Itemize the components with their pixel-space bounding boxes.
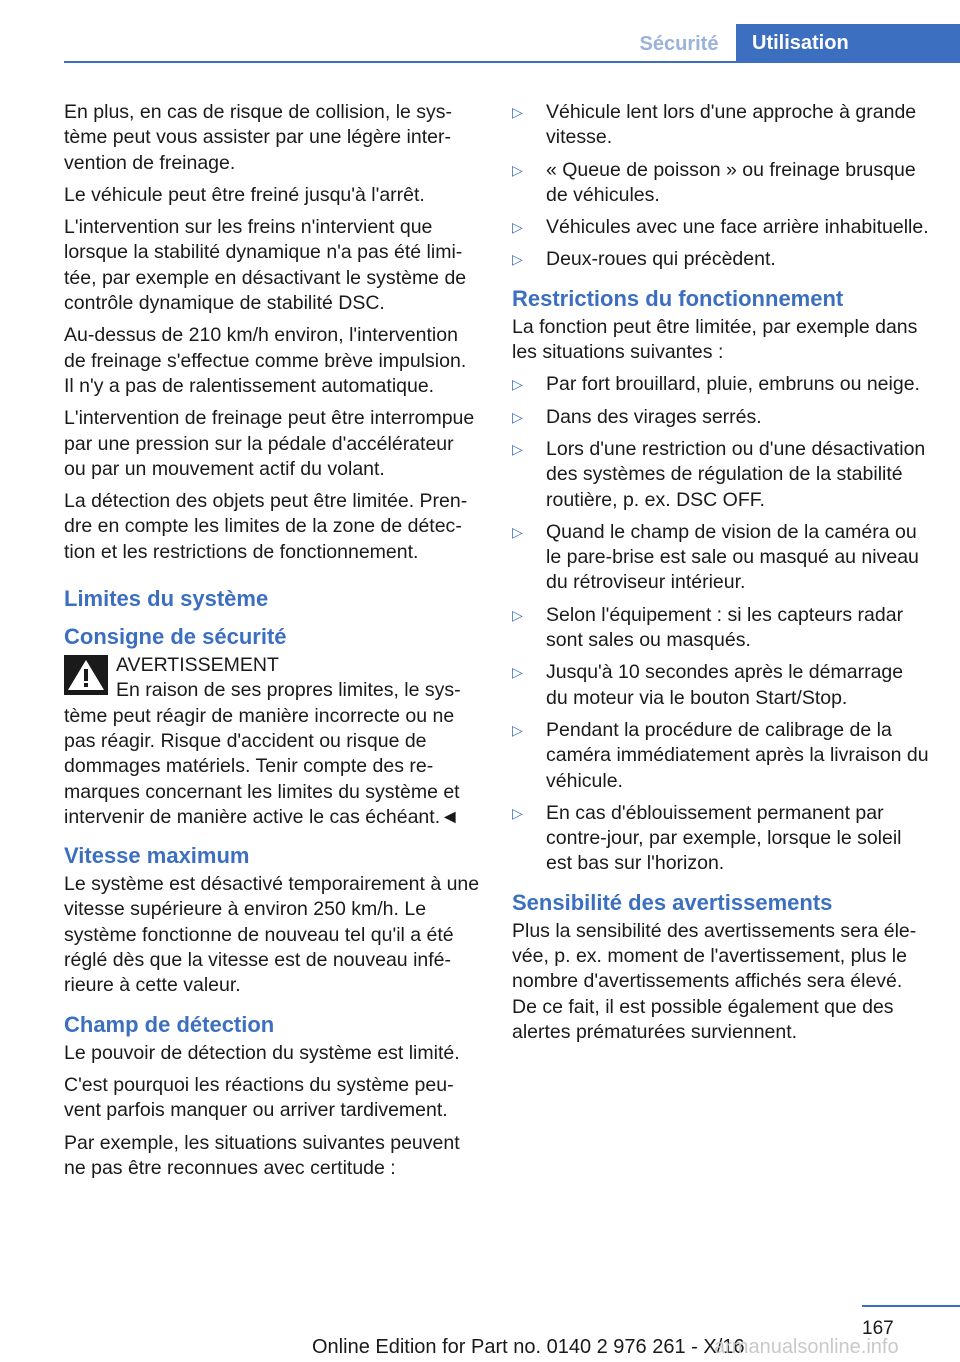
triangle-right-icon: ▷: [512, 523, 523, 540]
list-item: [512, 603, 930, 654]
triangle-right-icon: ▷: [512, 606, 523, 623]
list-item-text: En cas d'éblouissement permanent par contre-jour, par exemple, lorsque le soleil est bas sur l'horizon.: [546, 801, 902, 875]
list-item: [512, 801, 930, 877]
list-item-text: Deux-roues qui précèdent.: [546, 248, 776, 271]
paragraph: Le pouvoir de détection du système est limité.: [64, 1041, 460, 1064]
list-item: [512, 660, 930, 711]
list-item: [512, 247, 930, 272]
edition-line: Online Edition for Part no. 0140 2 976 261 - X/16: [312, 1336, 745, 1358]
list-item: [512, 100, 930, 151]
subheading-sensitivity: Sensibilité des avertissements: [512, 889, 833, 915]
triangle-right-icon: ▷: [512, 251, 523, 268]
list-item: [512, 405, 930, 430]
list-item-text: Véhicules avec une face arrière inhabituelle.: [546, 216, 929, 239]
subheading-speed: Vitesse maximum: [64, 843, 250, 869]
bullet-list: [512, 372, 930, 876]
list-item-text: Quand le champ de vision de la caméra ou le pare-brise est sale ou masqué au niveau du rétroviseur intérieur.: [546, 520, 919, 594]
footer-rule: [862, 1305, 960, 1307]
paragraph: En plus, en cas de risque de collision, le système peut vous assister par une légère intervention de freinage.: [64, 101, 453, 174]
warning-triangle-icon: [64, 655, 108, 695]
page-number: 167: [862, 1318, 894, 1339]
list-item-text: Selon l'équipement : si les capteurs radar sont sales ou masqués.: [546, 603, 904, 652]
header-rule: [64, 61, 960, 63]
list-item-text: Pendant la procédure de calibrage de la caméra immédiatement après la livraison du véhicule.: [546, 718, 929, 792]
tab-utilisation[interactable]: Utilisation: [736, 24, 960, 62]
list-item-text: Dans des virages serrés.: [546, 405, 762, 428]
paragraph: La fonction peut être limitée, par exemple dans les situations suivantes :: [512, 315, 918, 364]
triangle-right-icon: ▷: [512, 664, 523, 681]
list-item-text: Lors d'une restriction ou d'une désactivation des systèmes de régulation de la stabilité routière, p. ex. DSC OFF.: [546, 437, 926, 511]
warning-block: [64, 653, 480, 830]
warning-text: En raison de ses propres limites, le système peut réagir de manière incorrecte ou ne pas réagir. Risque d'accident ou risque de dommages matériels. Tenir compte des remarques concernant les limites du système et intervenir de manière active le cas échéant.◄: [64, 679, 461, 828]
triangle-right-icon: ▷: [512, 408, 523, 425]
triangle-right-icon: ▷: [512, 721, 523, 738]
list-item: [512, 158, 930, 209]
tab-securite[interactable]: Sécurité: [639, 33, 719, 55]
bullet-list: [512, 100, 930, 273]
list-item: [512, 520, 930, 596]
subheading-restrictions: Restrictions du fonctionnement: [512, 285, 844, 311]
paragraph: Le véhicule peut être freiné jusqu'à l'arrêt.: [64, 183, 425, 206]
subheading-field: Champ de détection: [64, 1011, 275, 1037]
triangle-right-icon: ▷: [512, 804, 523, 821]
list-item-text: Par fort brouillard, pluie, embruns ou neige.: [546, 373, 920, 396]
list-item: [512, 215, 930, 240]
section-heading-limits: Limites du système: [64, 586, 269, 612]
paragraph: Le système est désactivé temporairement à une vitesse supérieure à environ 250 km/h. Le système fonctionne de nouveau tel qu'il a été réglé dès que la vitesse est de nouveau inférieure à cette valeur.: [64, 873, 480, 997]
right-column: [512, 100, 930, 1052]
left-column: [64, 100, 480, 1188]
list-item-text: « Queue de poisson » ou freinage brusque de véhicules.: [546, 158, 916, 206]
paragraph: Plus la sensibilité des avertissements sera élevée, p. ex. moment de l'avertissement, plus le nombre d'avertissements affichés sera élevé. De ce fait, il est possible également que des alertes prématurées surviennent.: [512, 919, 917, 1043]
triangle-right-icon: ▷: [512, 104, 523, 120]
triangle-right-icon: ▷: [512, 219, 523, 236]
paragraph: Par exemple, les situations suivantes peuvent ne pas être reconnues avec certitude :: [64, 1131, 460, 1179]
paragraph: Au-dessus de 210 km/h environ, l'intervention de freinage s'effectue comme brève impulsion. Il n'y a pas de ralentissement automatique.: [64, 324, 467, 397]
list-item: [512, 437, 930, 513]
triangle-right-icon: ▷: [512, 376, 523, 393]
warning-title: AVERTISSEMENT: [116, 654, 279, 677]
paragraph: L'intervention sur les freins n'intervient que lorsque la stabilité dynamique n'a pas été limitée, par exemple en désactivant le système de contrôle dynamique de stabilité DSC.: [64, 216, 467, 315]
paragraph: C'est pourquoi les réactions du système peuvent parfois manquer ou arriver tardivement.: [64, 1073, 454, 1122]
subheading-safety: Consigne de sécurité: [64, 624, 287, 650]
list-item: [512, 718, 930, 794]
list-item-text: Véhicule lent lors d'une approche à grande vitesse.: [546, 101, 917, 149]
paragraph: La détection des objets peut être limitée. Prendre en compte les limites de la zone de détection et les restrictions de fonctionnement.: [64, 490, 468, 563]
watermark: armanualsonline.info: [714, 1336, 899, 1358]
paragraph: L'intervention de freinage peut être interrompue par une pression sur la pédale d'accélérateur ou par un mouvement actif du volant.: [64, 407, 475, 480]
list-item: [512, 372, 930, 397]
triangle-right-icon: ▷: [512, 161, 523, 178]
triangle-right-icon: ▷: [512, 440, 523, 457]
list-item-text: Jusqu'à 10 secondes après le démarrage du moteur via le bouton Start/Stop.: [546, 661, 904, 709]
